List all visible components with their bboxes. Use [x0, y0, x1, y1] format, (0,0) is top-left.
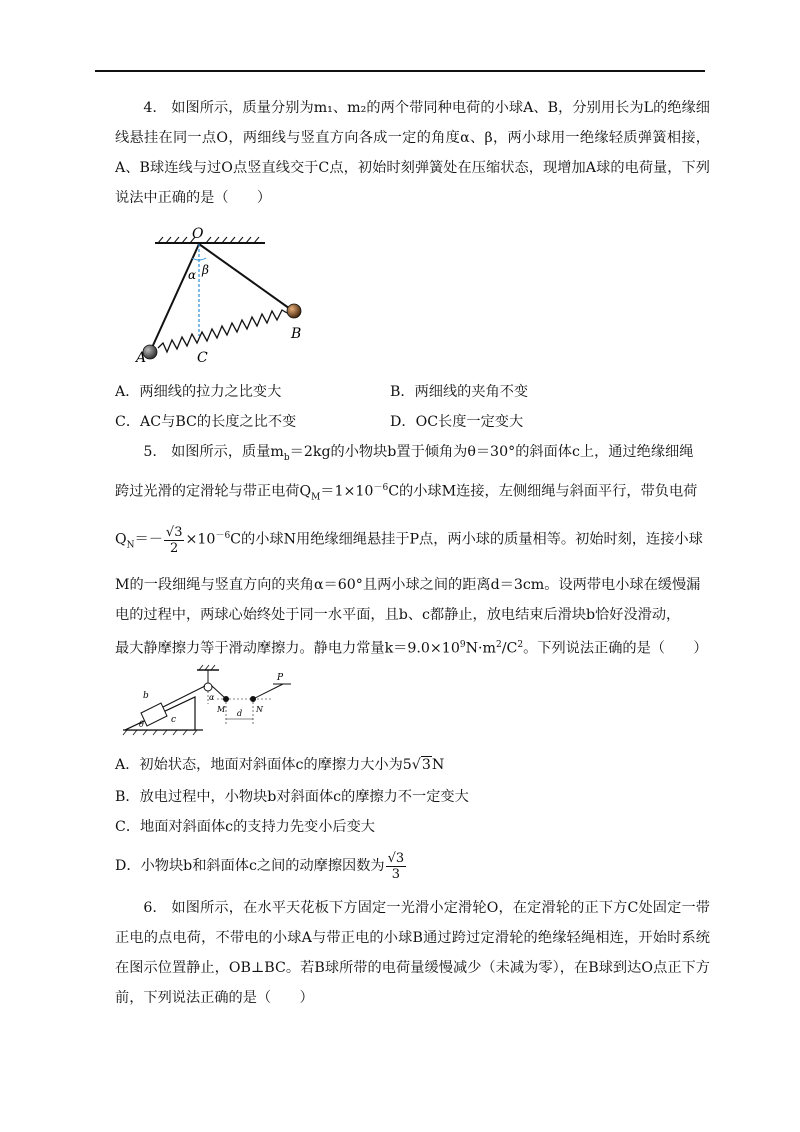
q4-label-O: O [192, 226, 204, 242]
question-5 [115, 437, 710, 664]
q5-label-M: M [217, 705, 226, 714]
q5-line-4: M的一段细绳与竖直方向的夹角α＝60°且两小球之间的距离d＝3cm。设两带电小球在缓慢漏 [115, 576, 701, 593]
q5-fraction: $\frac{√3}{2}$ [165, 524, 183, 556]
q5-label-N: N [256, 705, 263, 714]
q4-label-C: C [197, 350, 208, 366]
question-6 [115, 893, 710, 1013]
q5-line-5: 电的过程中，两球心始终处于同一水平面，且b、c都静止，放电结束后滑块b恰好没滑动， [115, 606, 681, 623]
q4-option-d: D．OC长度一定变大 [390, 414, 524, 430]
q4-label-beta: β [202, 263, 209, 277]
q6-stem: 6. 如图所示，在水平天花板下方固定一光滑小定滑轮O，在定滑轮的正下方C处固定一带正电的点电荷，不带电的小球A与带正电的小球B通过跨过定滑轮的绝缘轻绳相连，开始时系统在图示位置静止，OB⊥BC。若B球所带的电荷量缓慢减少（未减为零），在B球到达O点正下方前，下列说法正确的是（ ） [115, 900, 710, 1006]
q5-option-b: B．放电过程中，小物块b对斜面体c的摩擦力不一定变大 [115, 789, 469, 805]
q5-line-2: 跨过光滑的定滑轮与带正电荷$Q_M=1\times 10^{-6}C$的小球M连接，左侧细绳与斜面平行，带负电荷 [115, 482, 698, 503]
q4-option-b: B．两细线的夹角不变 [390, 384, 529, 400]
q5-option-c: C．地面对斜面体c的支持力先变小后变大 [115, 819, 375, 835]
q4-label-alpha: α [188, 268, 197, 282]
header-rule [95, 70, 705, 72]
q5-optd-fraction: $\frac{√3}{3}$ [387, 850, 405, 882]
q5-label-b: b [143, 691, 149, 701]
q4-options [115, 377, 710, 437]
q5-option-a: A．初始状态，地面对斜面体c的摩擦力大小为5√3N [115, 757, 445, 773]
q5-line-3: $Q_N=-$ $\frac{√3}{2}$ $\times 10^{-6}C$的小球N用绝缘细绳悬挂于P点，两小球的质量相等。初始时刻，连接小球 [115, 524, 703, 556]
q5-label-theta: θ [139, 720, 144, 729]
q5-figure [113, 664, 293, 736]
q5-line-6: 最大静摩擦力等于滑动摩擦力。静电力常量$k=9.0\times 10^9N\cdot m^2/C^2$。下列说法正确的是（ ） [115, 639, 708, 657]
q5-label-d: d [237, 709, 243, 718]
question-4 [115, 93, 710, 213]
q5-label-P: P [277, 673, 284, 683]
q5-option-d: D．小物块b和斜面体c之间的动摩擦因数为 $\frac{√3}{3}$ [115, 850, 405, 882]
q4-figure [130, 224, 330, 370]
q5-label-alpha: α [209, 693, 215, 702]
q4-option-a: A．两细线的拉力之比变大 [115, 384, 282, 400]
q5-options [115, 748, 710, 890]
q4-label-B: B [291, 326, 302, 342]
q4-option-c: C．AC与BC的长度之比不变 [115, 414, 297, 430]
q4-label-A: A [136, 350, 147, 366]
q5-line-1: 5. 如图所示，质量$m_b=2kg$的小物块b置于倾角为θ＝30°的斜面体c上，通过绝缘细绳 [143, 444, 694, 463]
q4-stem: 4. 如图所示，质量分别为m₁、m₂的两个带同种电荷的小球A、B，分别用长为L的绝缘细线悬挂在同一点O，两细线与竖直方向各成一定的角度α、β，两小球用一绝缘轻质弹簧相接，A、B球连线与过O点竖直线交于C点，初始时刻弹簧处在压缩状态，现增加A球的电荷量，下列说法中正确的是（ ） [115, 100, 710, 206]
q5-label-c: c [171, 715, 177, 725]
